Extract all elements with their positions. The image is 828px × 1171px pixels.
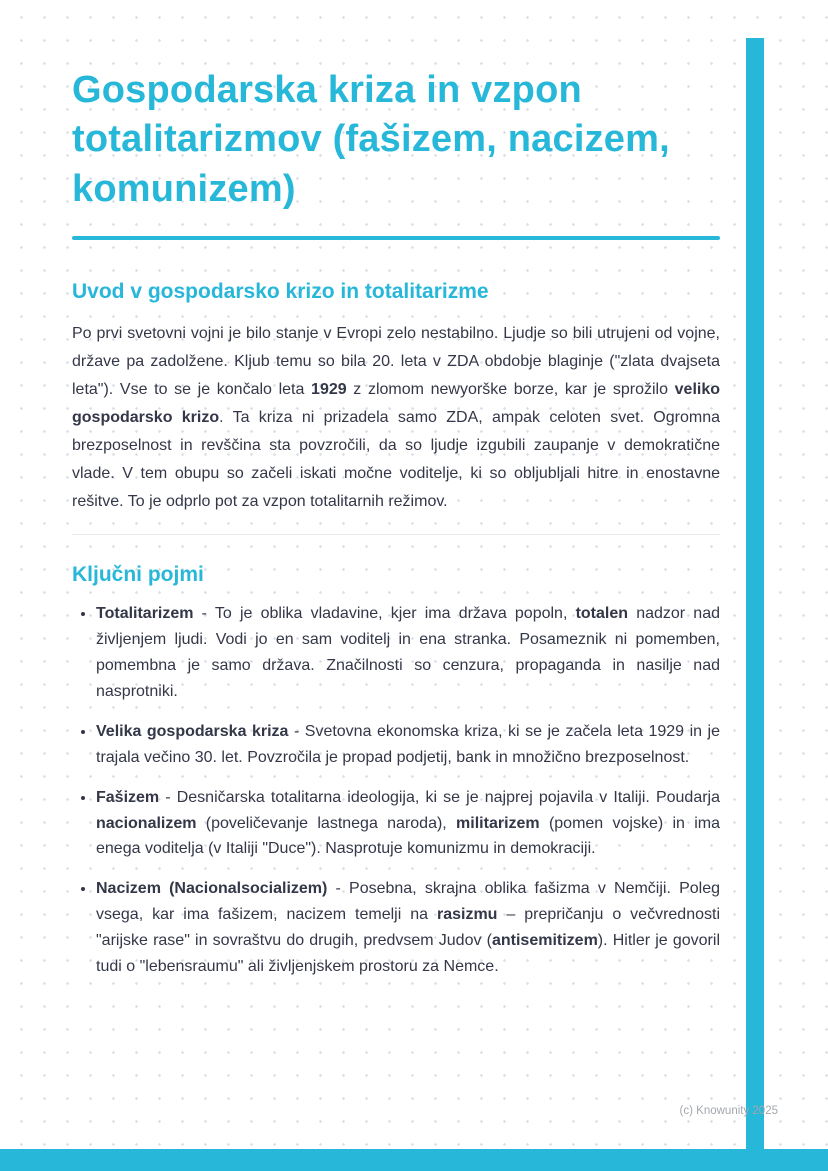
key-term-item-velika-gospodarska-kriza: • Velika gospodarska kriza - Svetovna ekonomska kriza, ki se je začela leta 1929 in je trajala večino 30. let. Povzročila je propad podjetij, bank in množično brezposelnost. — [96, 719, 720, 771]
intro-paragraph: Po prvi svetovni vojni je bilo stanje v Evropi zelo nestabilno. Ljudje so bili utrujeni od vojne, države pa zadolžene. Kljub temu so bila 20. leta v ZDA obdobje blaginje ("zlata dvajseta leta"). Vse to se je končalo leta 1929 z zlomom newyorške borze, kar je sprožilo veliko gospodarsko krizo. Ta kriza ni prizadela samo ZDA, ampak celoten svet. Ogromna brezposelnost in revščina sta povzročili, da so ljudje izgubili zaupanje v demokratične vlade. V tem obupu so začeli iskati močne voditelje, ki so obljubljali hitre in enostavne rešitve. To je odprlo pot za vzpon totalitarnih režimov. — [72, 325, 721, 511]
section-heading-key-terms: Ključni pojmi — [72, 563, 204, 587]
copyright-text: (c) Knowunity 2025 — [679, 1105, 778, 1117]
key-terms-list — [72, 601, 720, 980]
accent-bar-bottom — [0, 1149, 828, 1171]
page-title: Gospodarska kriza in vzpon totalitarizmov (fašizem, nacizem, komunizem) — [72, 69, 670, 210]
section-divider — [72, 534, 720, 535]
key-term-item-totalitarizem: • Totalitarizem - To je oblika vladavine, kjer ima država popoln, totalen nadzor nad življenjem ljudi. Vodi jo en sam voditelj in ena stranka. Posameznik ni pomemben, pomembna je samo država. Značilnosti so cenzura, propaganda in nasilje nad nasprotniki. — [96, 601, 720, 705]
section-heading-intro: Uvod v gospodarsko krizo in totalitarizme — [72, 280, 489, 304]
document-content — [72, 66, 720, 994]
key-term-item-nacizem: • Nacizem (Nacionalsocializem) - Posebna, skrajna oblika fašizma v Nemčiji. Poleg vsega, kar ima fašizem, nacizem temelji na rasizmu – prepričanju o večvrednosti "arijske rase" in sovraštvu do drugih, predvsem Judov (antisemitizem). Hitler je govoril tudi o "lebensraumu" ali življenjskem prostoru za Nemce. — [96, 876, 720, 980]
key-term-item-fasizem: • Fašizem - Desničarska totalitarna ideologija, ki se je najprej pojavila v Italiji. Poudarja nacionalizem (poveličevanje lastnega naroda), militarizem (pomen vojske) in ima enega voditelja (v Italiji "Duce"). Nasprotuje komunizmu in demokraciji. — [96, 785, 720, 863]
accent-bar-right — [746, 38, 764, 1171]
title-divider — [72, 236, 720, 240]
